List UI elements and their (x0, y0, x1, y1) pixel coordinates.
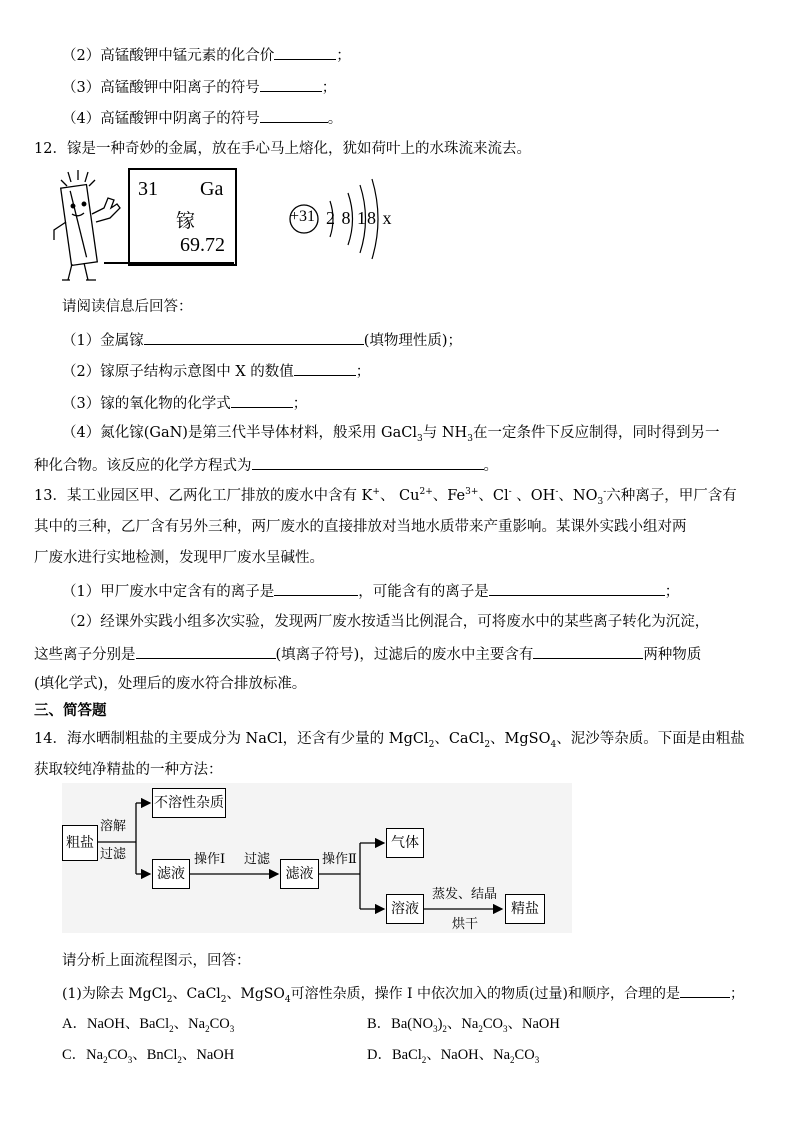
q14-line1: 14．海水晒制粗盐的主要成分为 NaCl，还含有少量的 MgCl$_2$、CaCl$_2$、MgSO$_4$、泥沙等杂质。下面是由粗盐 (34, 731, 745, 750)
q13-part1: （1）甲厂废水中定含有的离子是 ，可能含有的离子是 ； (62, 580, 679, 602)
q14-part1: (1)为除去 MgCl$_2$、CaCl$_2$、MgSO$_4$可溶性杂质，操作 I 中依次加入的物质(过量)和顺序，合理的是 ； (62, 982, 744, 1004)
flow-label-filter2: 过滤 (244, 852, 271, 867)
test-tube-cartoon-figure (48, 170, 128, 284)
q12-part4: （4）氮化镓(GaN)是第三代半导体材料，般采用 GaCl$_3$与 $NH_3$在一定条件下反应制得，同时得到另一 (62, 425, 720, 444)
q13-line3: 厂废水进行实地检测，发现甲厂废水呈碱性。 (34, 550, 324, 566)
section-heading: 三、简答题 (34, 703, 107, 719)
answer-blank[interactable] (231, 392, 293, 408)
option-b[interactable]: B．$Ba(NO_3)_2$、$Na_2CO_3$、NaOH (367, 1016, 560, 1034)
answer-blank[interactable] (136, 643, 276, 659)
answer-blank[interactable] (274, 44, 336, 60)
q13-line2: 其中的三种，乙厂含有另外三种，两厂废水的直接排放对当地水质带来产重影响。某课外实践小组对两 (34, 519, 687, 535)
flow-node-gas: 气体 (386, 828, 424, 858)
answer-blank[interactable] (680, 982, 730, 998)
flow-label-op1: 操作Ⅰ (194, 852, 226, 867)
flow-node-filtrate2: 滤液 (280, 859, 319, 889)
flow-label-dry: 烘干 (452, 917, 479, 932)
q13-part2: （2）经课外实践小组多次实验，发现两厂废水按适当比例混合，可将废水中的某些离子转化为沉淀， (62, 614, 710, 630)
answer-blank[interactable] (274, 580, 358, 596)
option-d[interactable]: D．BaCl$_2$、NaOH、$Na_2CO_3$ (367, 1047, 540, 1065)
q12-part1: （1）金属镓 (填物理性质)； (62, 329, 462, 351)
shell-electrons: 2 8 18 x (326, 208, 393, 228)
element-symbol: Ga (200, 178, 224, 200)
answer-blank[interactable] (533, 643, 643, 659)
q14-intro: 请分析上面流程图示，回答： (62, 953, 251, 969)
answer-blank[interactable] (144, 329, 364, 345)
atomic-mass: 69.72 (180, 234, 225, 256)
flow-node-filtrate1: 滤液 (152, 859, 190, 889)
q12-stem: 12．镓是一种奇妙的金属，放在手心马上熔化，犹如荷叶上的水珠流来流去。 (34, 141, 531, 157)
flowchart-arrows (62, 783, 572, 933)
flow-node-solution: 溶液 (386, 894, 424, 924)
option-a[interactable]: A．NaOH、BaCl$_2$、$Na_2CO_3$ (62, 1016, 235, 1034)
q11-part4: （4）高锰酸钾中阴离子的符号 。 (62, 107, 342, 129)
answer-blank[interactable] (489, 580, 665, 596)
q12-part2: （2）镓原子结构示意图中 X 的数值 ； (62, 360, 370, 382)
answer-blank[interactable] (252, 454, 484, 470)
flow-label-filter: 过滤 (100, 847, 127, 862)
atomic-number: 31 (138, 178, 158, 200)
nucleus-charge: +31 (290, 208, 316, 225)
q13-line1: 13．某工业园区甲、乙两化工厂排放的废水中含有 K+、 $Cu^{2+}$、$Fe^{3+}$、Cl- 、OH-、$NO_3^-$六种离子，甲厂含有 (34, 487, 737, 507)
q12-part3: （3）镓的氧化物的化学式 ； (62, 392, 307, 414)
flow-label-evaporate: 蒸发、结晶 (432, 887, 498, 902)
answer-blank[interactable] (294, 360, 356, 376)
element-card (128, 168, 237, 266)
q11-part2: （2）高锰酸钾中锰元素的化合价 ； (62, 44, 351, 66)
q13-part2-cont: 这些离子分别是 (填离子符号)，过滤后的废水中主要含有 两种物质 (34, 643, 701, 665)
flow-node-fine-salt: 精盐 (505, 894, 545, 924)
element-name: 镓 (176, 210, 196, 232)
option-c[interactable]: C．$Na_2CO_3$、BnCl$_2$、NaOH (62, 1047, 235, 1065)
card-baseline (104, 262, 234, 264)
answer-blank[interactable] (260, 107, 328, 123)
flow-node-insoluble: 不溶性杂质 (152, 788, 226, 818)
q11-part3: （3）高锰酸钾中阳离子的符号 ； (62, 76, 336, 98)
flow-label-dissolve: 溶解 (100, 819, 127, 834)
answer-blank[interactable] (260, 76, 322, 92)
q13-part2-end: (填化学式)，处理后的废水符合排放标准。 (34, 676, 307, 692)
flow-node-crude-salt: 粗盐 (62, 825, 98, 861)
q12-intro: 请阅读信息后回答： (62, 299, 193, 315)
q14-line2: 获取较纯净精盐的一种方法： (34, 762, 223, 778)
flow-label-op2: 操作Ⅱ (322, 852, 357, 867)
q12-part4-cont: 种化合物。该反应的化学方程式为 。 (34, 454, 498, 476)
